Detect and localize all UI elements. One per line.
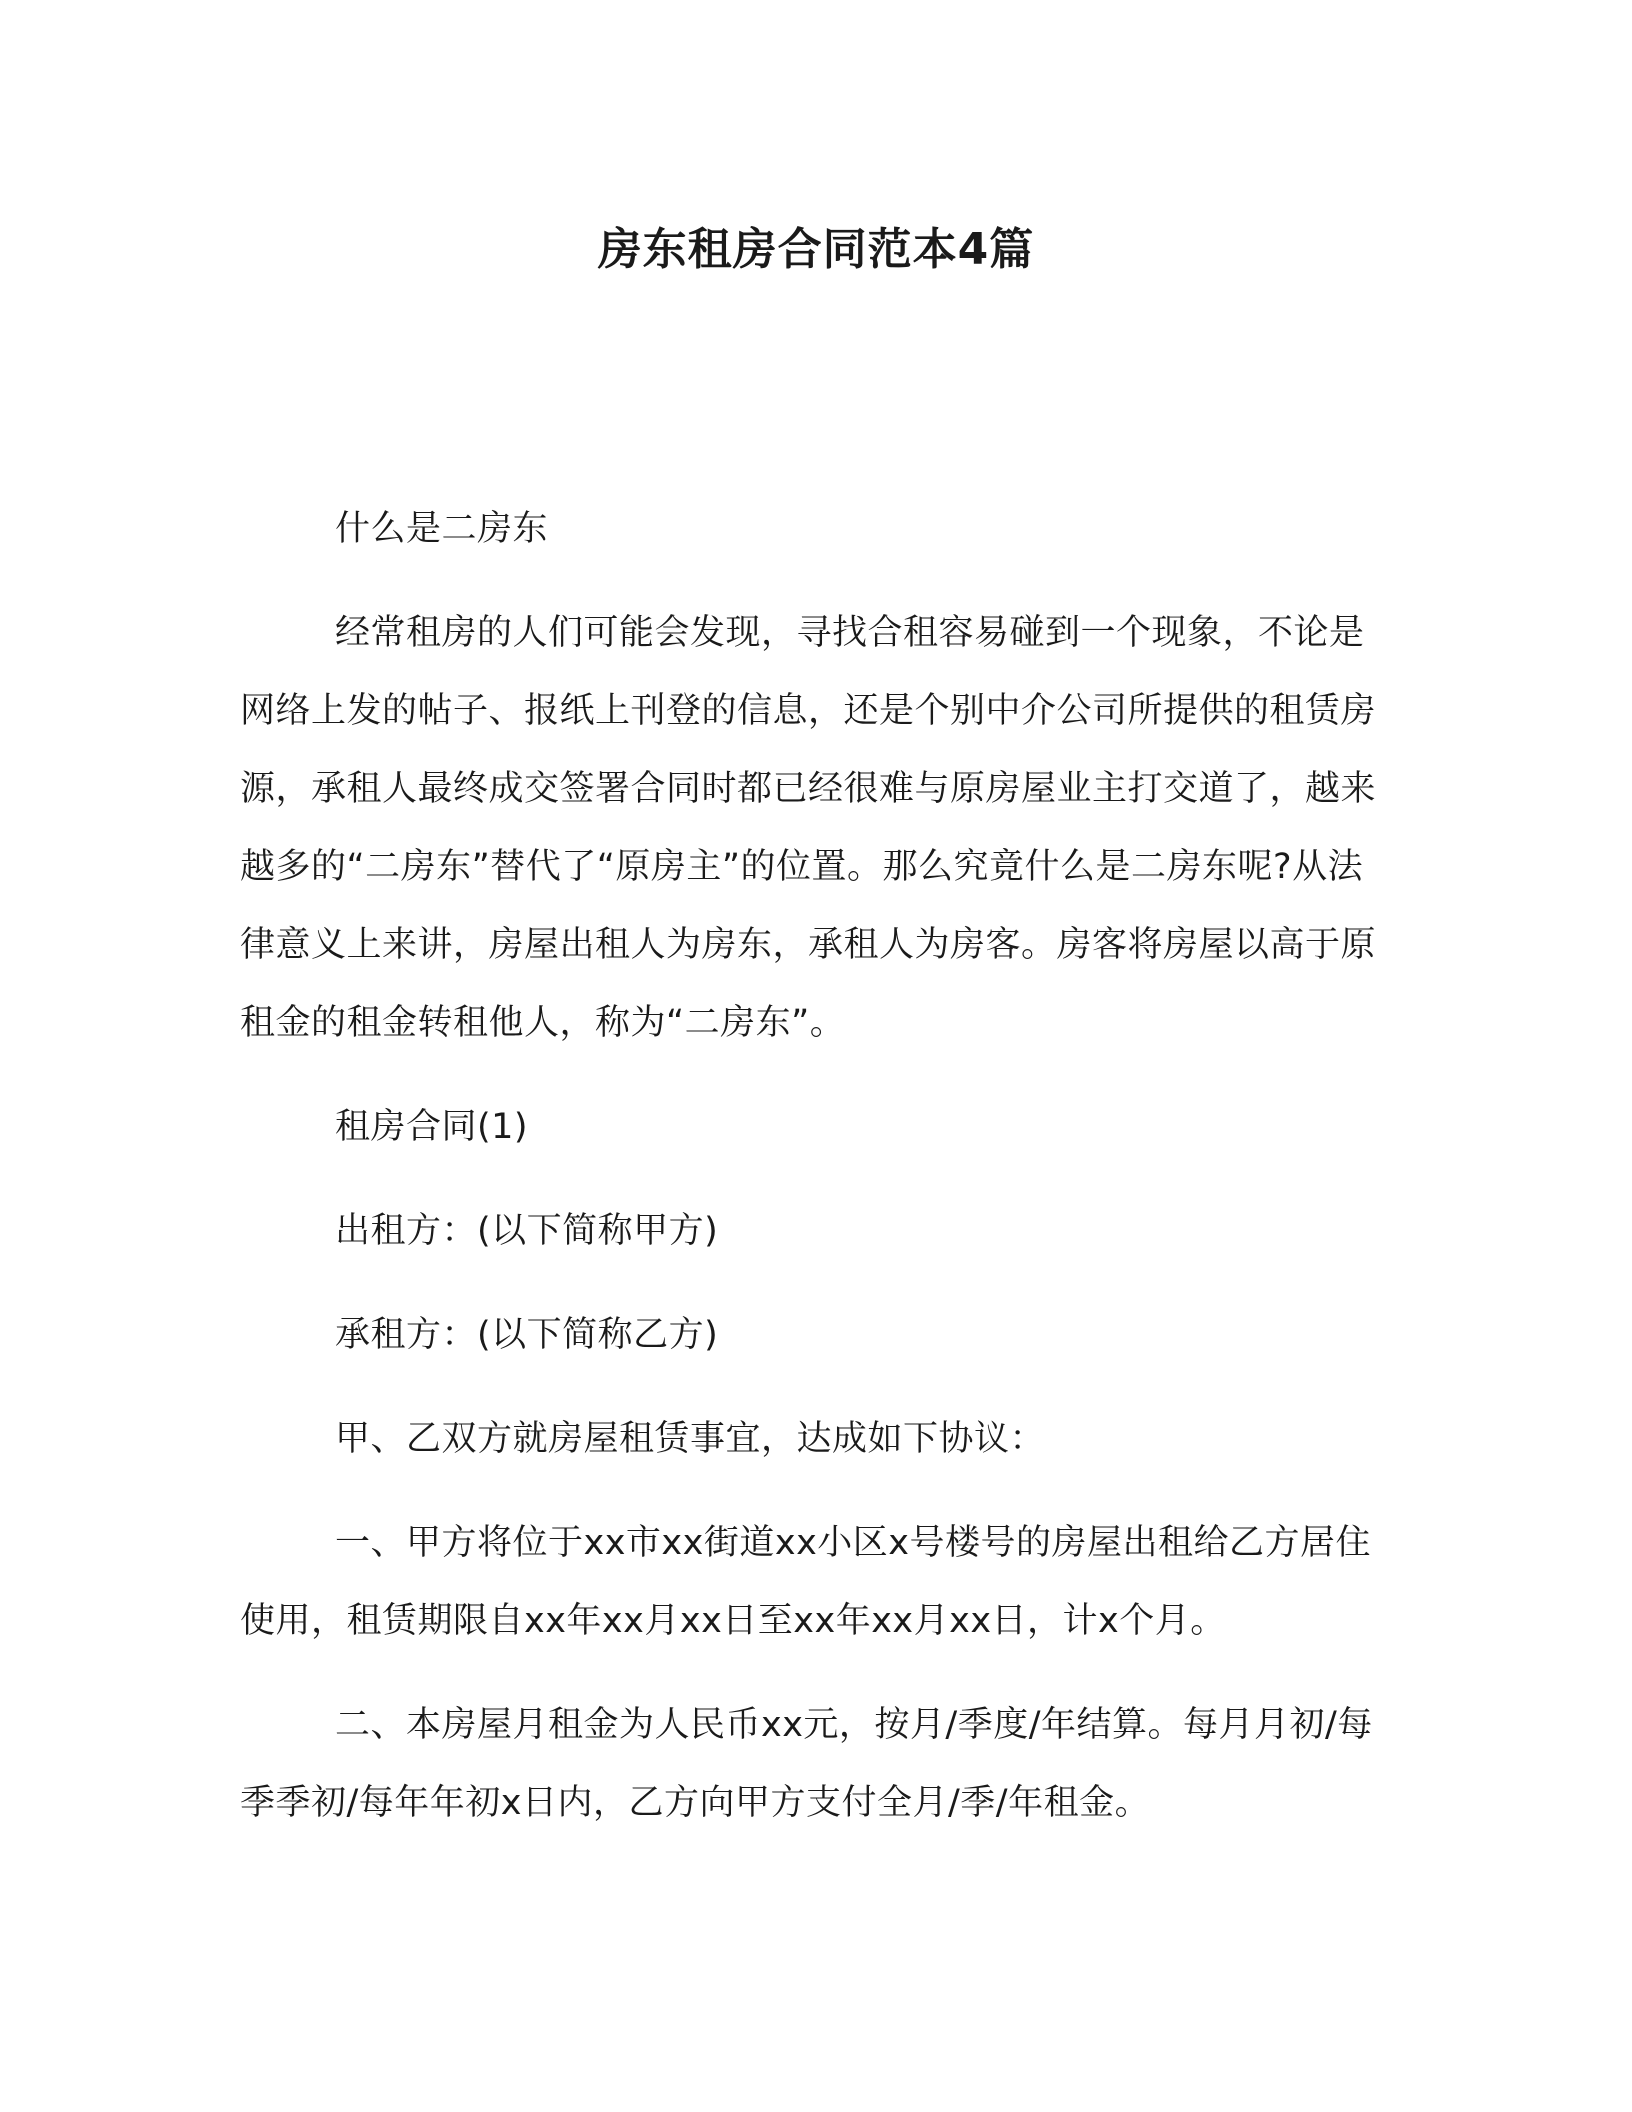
document-body [240,490,1390,1842]
section-heading-what-is-sublandlord: 什么是二房东 [335,509,549,549]
paragraph-sublandlord-explanation: 经常租房的人们可能会发现，寻找合租容易碰到一个现象，不论是网络上发的帖子、报纸上刊登的信息，还是个别中介公司所提供的租赁房源，承租人最终成交签署合同时都已经很难与原房屋业主打交道了，越来越多的“二房东”替代了“原房主”的位置。那么究竟什么是二房东呢?从法律意义上来讲，房屋出租人为房东，承租人为房客。房客将房屋以高于原租金的租金转租他人，称为“二房东”。 [240,613,1377,1043]
lessor-line: 出租方：(以下简称甲方) [335,1211,719,1251]
section-heading-contract-1: 租房合同(1) [335,1107,529,1147]
clause-1: 一、甲方将位于xx市xx街道xx小区x号楼号的房屋出租给乙方居住使用，租赁期限自xx年xx月xx日至xx年xx月xx日，计x个月。 [240,1523,1371,1641]
clause-2: 二、本房屋月租金为人民币xx元，按月/季度/年结算。每月月初/每季季初/每年年初x日内，乙方向甲方支付全月/季/年租金。 [240,1705,1373,1823]
document-title: 房东租房合同范本4篇 [597,224,1035,275]
lessee-line: 承租方：(以下简称乙方) [335,1315,719,1355]
agreement-intro: 甲、乙双方就房屋租赁事宜，达成如下协议： [335,1419,1046,1459]
